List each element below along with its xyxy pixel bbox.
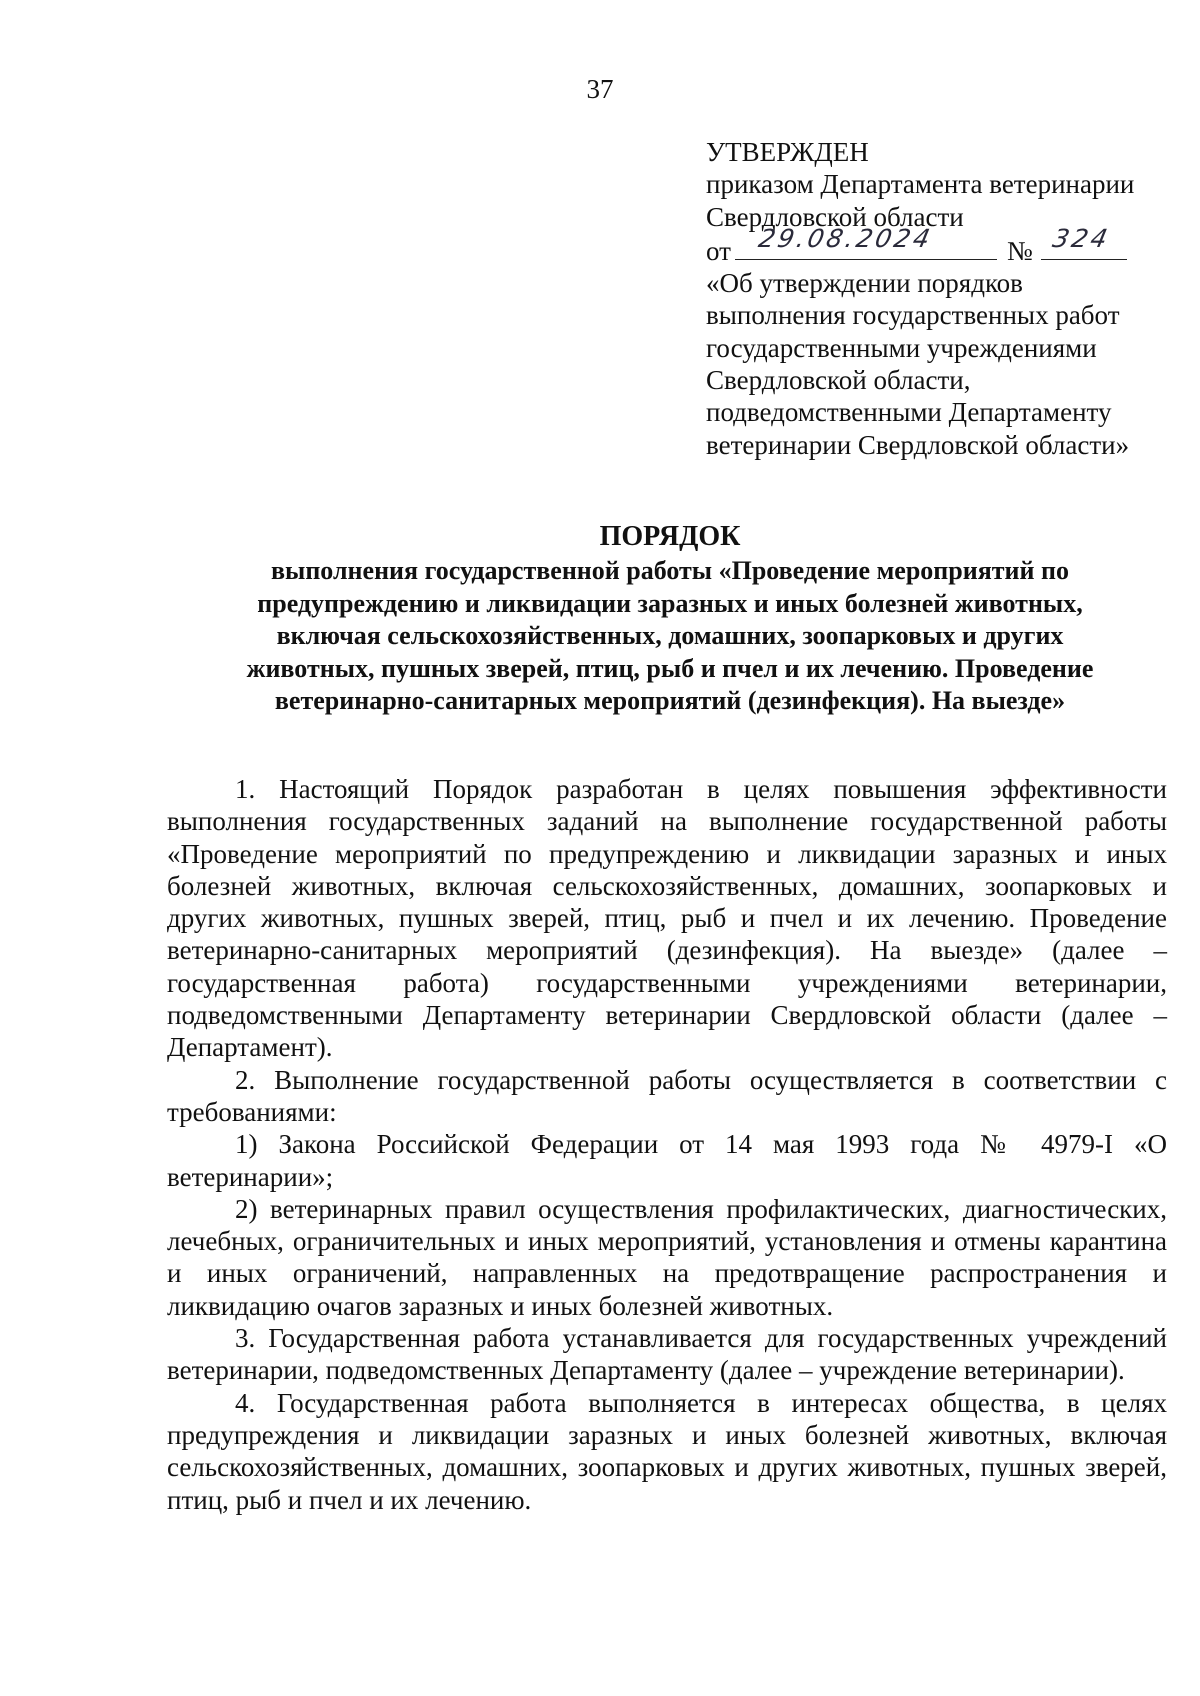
date-field xyxy=(735,223,997,260)
document-subtitle: выполнения государственной работы «Проведение мероприятий по предупреждению и ликвидации заразных и иных болезней животных, включая сельскохозяйственных, домашних, зоопарковых и других животных, пушных зверей, птиц, рыб и пчел и их лечению. Проведение ветеринарно-санитарных мероприятий (дезинфекция). На выезде» xyxy=(246,556,1094,716)
paragraph-2: 2. Выполнение государственной работы осуществляется в соответствии с требованиями: xyxy=(167,1064,1167,1127)
order-title-line: «Об утверждении порядков xyxy=(706,268,1023,299)
order-title-line: государственными учреждениями xyxy=(706,332,1097,363)
date-prefix: от xyxy=(706,235,731,266)
order-title-line: Свердловской области, xyxy=(706,365,971,396)
approval-heading: УТВЕРЖДЕН xyxy=(706,137,869,167)
page-number: 37 xyxy=(586,74,614,104)
order-title-line: ветеринарии Свердловской области» xyxy=(706,429,1130,460)
number-sign: № xyxy=(1006,235,1033,266)
approval-line-2: Свердловской области xyxy=(706,201,964,232)
order-title-line: выполнения государственных работ xyxy=(706,300,1120,331)
paragraph-1: 1. Настоящий Порядок разработан в целях повышения эффективности выполнения государственных заданий на выполнение государственной работы «Проведение мероприятий по предупреждению и ликвидации заразных и иных болезней животных, включая сельскохозяйственных, домашних, зоопарковых и других животных, пушных зверей, птиц, рыб и пчел и их лечению. Проведение ветеринарно-санитарных мероприятий (дезинфекция). На выезде» (далее – государственная работа) государственными учреждениями ветеринарии, подведомственными Департаменту ветеринарии Свердловской области (далее – Департамент). xyxy=(167,774,1167,1063)
document-title-block xyxy=(120,519,1200,718)
approval-block xyxy=(706,136,1186,461)
handwritten-number: 324 xyxy=(1049,223,1113,253)
paragraph-2-item-1: 1) Закона Российской Федерации от 14 мая 1993 года № 4979-I «О ветеринарии»; xyxy=(167,1129,1167,1192)
order-title-line: подведомственными Департаменту xyxy=(706,397,1112,428)
approval-line-1: приказом Департамента ветеринарии xyxy=(706,169,1135,200)
document-title: ПОРЯДОК xyxy=(599,521,741,552)
handwritten-date: 29.08.2024 xyxy=(756,223,936,253)
document-body xyxy=(167,773,1167,1516)
paragraph-4: 4. Государственная работа выполняется в интересах общества, в целях предупреждения и ликвидации заразных и иных болезней животных, включая сельскохозяйственных, домашних, зоопарковых и других животных, пушных зверей, птиц, рыб и пчел и их лечению. xyxy=(167,1387,1167,1515)
paragraph-2-item-2: 2) ветеринарных правил осуществления профилактических, диагностических, лечебных, ограничительных и иных мероприятий, установления и отмены карантина и иных ограничений, направленных на предотвращение распространения и ликвидацию очагов заразных и иных болезней животных. xyxy=(167,1193,1167,1321)
number-field xyxy=(1041,223,1127,260)
approval-date-number-line xyxy=(706,223,1186,267)
paragraph-3: 3. Государственная работа устанавливается для государственных учреждений ветеринарии, подведомственных Департаменту (далее – учреждение ветеринарии). xyxy=(167,1323,1167,1386)
